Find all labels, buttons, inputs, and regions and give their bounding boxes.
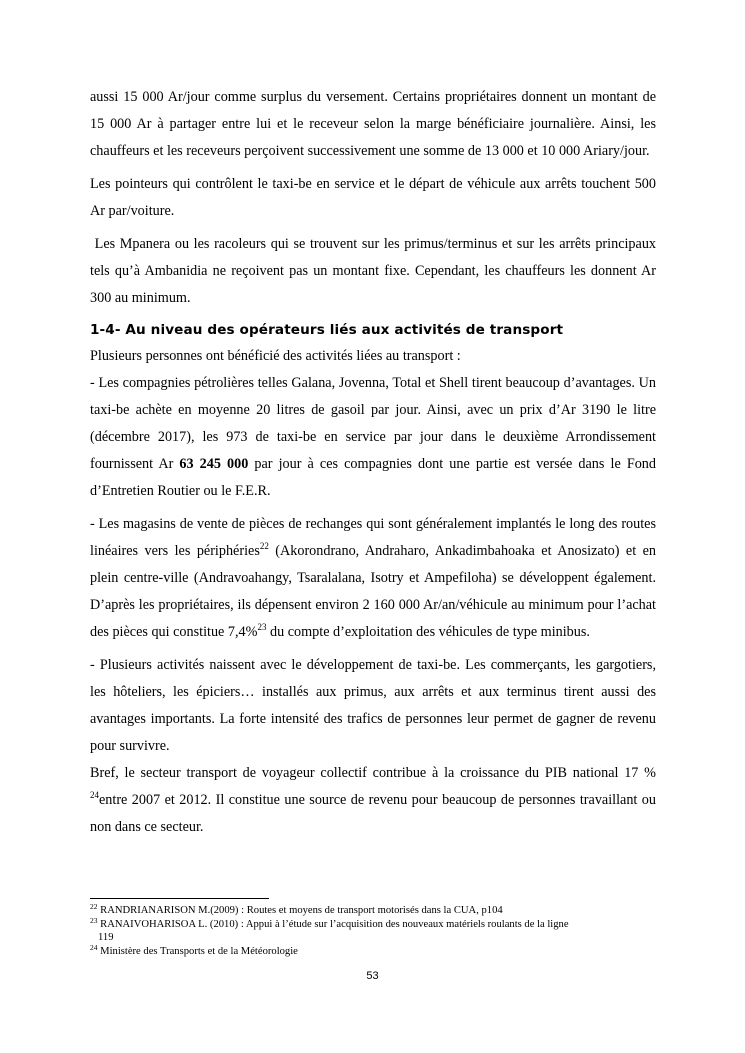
footnote-22: $^{22}$ RANDRIANARISON M.(2009) : Routes et moyens de transport motorisés dans la CUA, p104	[90, 902, 503, 916]
footnote-23: $^{23}$ RANAIVOHARISOA L. (2010) : Appui à l’étude sur l’acquisition des nouveaux matériels roulants de la ligne 119	[90, 915, 569, 943]
amount-bold: 63 245 000	[179, 456, 249, 472]
footnotes	[90, 898, 656, 958]
paragraph-mpanera: Les Mpanera ou les racoleurs qui se trouvent sur les primus/terminus et sur les arrêts principaux tels qu’à Ambanidia ne reçoivent pas un montant fixe. Cependant, les chauffeurs les donnent Ar 300 au minimum.	[90, 236, 657, 306]
paragraph-bref: Bref, le secteur transport de voyageur collectif contribue à la croissance du PIB national 17 % $^{24}$entre 2007 et 2012. Il constitue une source de revenu pour beaucoup de personnes travaillant ou non dans ce secteur.	[90, 765, 656, 835]
footnote-ref-23: 23	[257, 622, 267, 632]
footnote-24: $^{24}$ Ministère des Transports et de la Météorologie	[90, 942, 298, 957]
paragraph-activites: - Plusieurs activités naissent avec le développement de taxi-be. Les commerçants, les gargotiers, les hôteliers, les épiciers… installés aux primus, aux arrêts et aux terminus tirent aussi des avantages importants. La forte intensité des trafics de personnes leur permet de gagner de revenu pour survivre.	[90, 657, 656, 754]
footnote-ref-24: 24	[90, 790, 99, 800]
paragraph-pointeurs: Les pointeurs qui contrôlent le taxi-be en service et le départ de véhicule aux arrêts touchent 500 Ar par/voiture.	[90, 176, 656, 219]
paragraph-petroliers: - Les compagnies pétrolières telles Galana, Jovenna, Total et Shell tirent beaucoup d’avantages. Un taxi-be achète en moyenne 20 litres de gasoil par jour. Ainsi, avec un prix d’Ar 3190 le litre (décembre 2017), les 973 de taxi-be en service par jour dans le deuxième Arrondissement fournissent Ar 63 245 000 par jour à ces compagnies dont une partie est versée dans le Fond d’Entretien Routier ou le F.E.R.	[90, 375, 656, 499]
footnote-separator	[90, 898, 269, 899]
page-body	[90, 84, 656, 841]
footnote-ref-22: 22	[259, 541, 269, 551]
paragraph-magasins: - Les magasins de vente de pièces de rechanges qui sont généralement implantés le long des routes linéaires vers les périphéries$^{22}$ (Akorondrano, Andraharo, Ankadimbahoaka et Anosizato) et en plein centre-ville (Andravoahangy, Tsaralalana, Isotry et Ampefiloha) se développent également. D’après les propriétaires, ils dépensent environ 2 160 000 Ar/an/véhicule au minimum pour l’achat des pièces qui constitue 7,4%$^{23}$ du compte d’exploitation des véhicules de type minibus.	[90, 516, 656, 640]
paragraph-surplus: aussi 15 000 Ar/jour comme surplus du versement. Certains propriétaires donnent un montant de 15 000 Ar à partager entre lui et le receveur selon la marge bénéficiaire journalière. Ainsi, les chauffeurs et les receveurs perçoivent successivement une somme de 13 000 et 10 000 Ariary/jour.	[90, 89, 656, 159]
section-heading: 1-4- Au niveau des opérateurs liés aux activités de transport	[90, 322, 564, 338]
page-number: 53	[366, 970, 379, 982]
section-intro: Plusieurs personnes ont bénéficié des activités liées au transport :	[90, 348, 461, 364]
